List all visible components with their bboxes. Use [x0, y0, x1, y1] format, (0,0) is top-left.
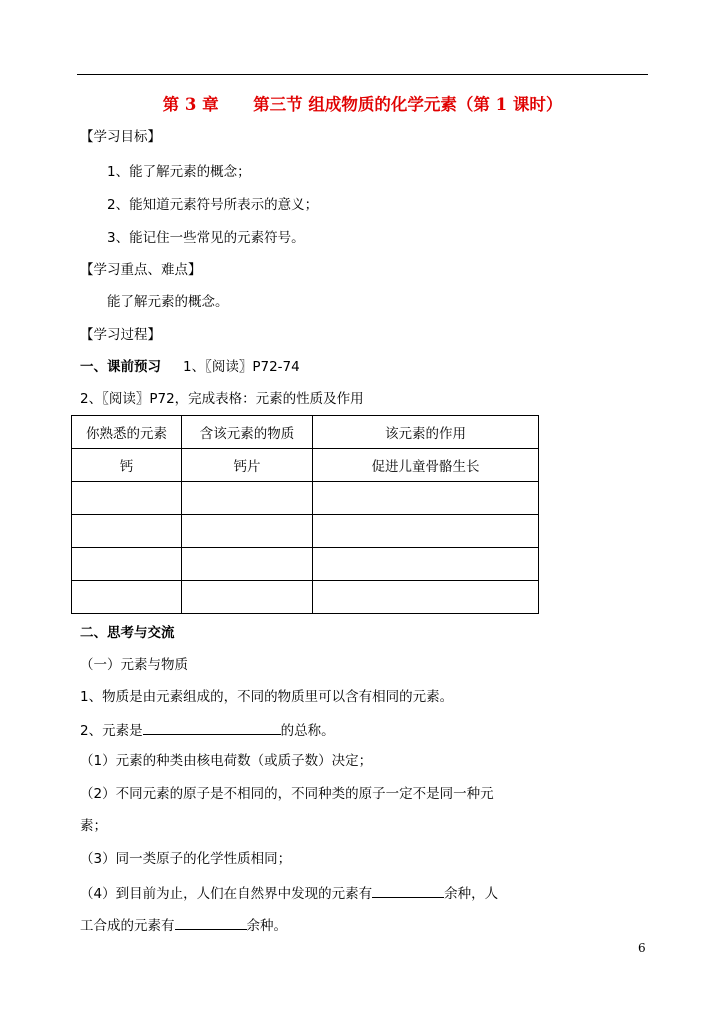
- element-table: [71, 415, 539, 614]
- table-cell: [313, 548, 539, 581]
- section2-p6-line1: [80, 883, 498, 903]
- table-row: [72, 482, 539, 515]
- table-row: [72, 548, 539, 581]
- table-cell: [72, 515, 182, 548]
- table-cell: 钙片: [182, 449, 313, 482]
- page-title: 第 3 章 第三节 组成物质的化学元素（第 1 课时）: [162, 95, 563, 114]
- section1-item2: 2、〖阅读〗P72，完成表格：元素的性质及作用: [80, 391, 364, 407]
- table-header-cell: 该元素的作用: [313, 416, 539, 449]
- section2-heading: 二、思考与交流: [80, 625, 175, 641]
- section2-p4-line1: （2）不同元素的原子是不相同的，不同种类的原子一定不是同一种元: [80, 786, 494, 802]
- preview-line: [80, 358, 300, 376]
- table-row: [72, 515, 539, 548]
- fill-blank: [372, 883, 444, 898]
- p6-line2-after: 余种。: [246, 918, 287, 934]
- section2-p3: （1）元素的种类由核电荷数（或质子数）决定；: [80, 753, 373, 769]
- section1-item1: 1、〖阅读〗P72-74: [183, 359, 300, 375]
- header-rule: [77, 74, 648, 75]
- page-number: 6: [638, 941, 646, 955]
- p6-before: （4）到目前为止，人们在自然界中发现的元素有: [80, 886, 373, 902]
- section2-p6-line2: [80, 915, 287, 935]
- focus-text: 能了解元素的概念。: [107, 294, 229, 310]
- table-cell: [313, 482, 539, 515]
- table-cell: [72, 581, 182, 614]
- section2-sub1: （一）元素与物质: [80, 657, 188, 673]
- p6-line2-before: 工合成的元素有: [80, 918, 175, 934]
- goals-heading: 【学习目标】: [80, 129, 161, 145]
- fill-blank: [143, 720, 281, 735]
- table-cell: [182, 515, 313, 548]
- table-row: [72, 449, 539, 482]
- process-heading: 【学习过程】: [80, 327, 161, 343]
- section2-p4-line2: 素；: [80, 818, 107, 834]
- section2-p5: （3）同一类原子的化学性质相同；: [80, 851, 292, 867]
- table-header-row: [72, 416, 539, 449]
- table-cell: [182, 581, 313, 614]
- section2-p2: [80, 720, 335, 740]
- goal-item: 3、能记住一些常见的元素符号。: [107, 230, 305, 246]
- table-cell: 促进儿童骨骼生长: [313, 449, 539, 482]
- p2-after: 的总称。: [280, 723, 335, 739]
- goal-item: 2、能知道元素符号所表示的意义；: [107, 197, 319, 213]
- fill-blank: [175, 915, 247, 930]
- table-cell: [72, 548, 182, 581]
- table-cell: [313, 581, 539, 614]
- p2-before: 2、元素是: [80, 723, 143, 739]
- table-header-cell: 你熟悉的元素: [72, 416, 182, 449]
- table-cell: [182, 548, 313, 581]
- table-cell: [72, 482, 182, 515]
- p6-middle: 余种，人: [444, 886, 499, 902]
- section2-p1: 1、物质是由元素组成的，不同的物质里可以含有相同的元素。: [80, 689, 454, 705]
- table-cell: 钙: [72, 449, 182, 482]
- focus-heading: 【学习重点、难点】: [80, 262, 202, 278]
- table-cell: [182, 482, 313, 515]
- table-row: [72, 581, 539, 614]
- table-header-cell: 含该元素的物质: [182, 416, 313, 449]
- goal-item: 1、能了解元素的概念；: [107, 164, 251, 180]
- table-cell: [313, 515, 539, 548]
- section1-heading: 一、课前预习: [80, 359, 161, 375]
